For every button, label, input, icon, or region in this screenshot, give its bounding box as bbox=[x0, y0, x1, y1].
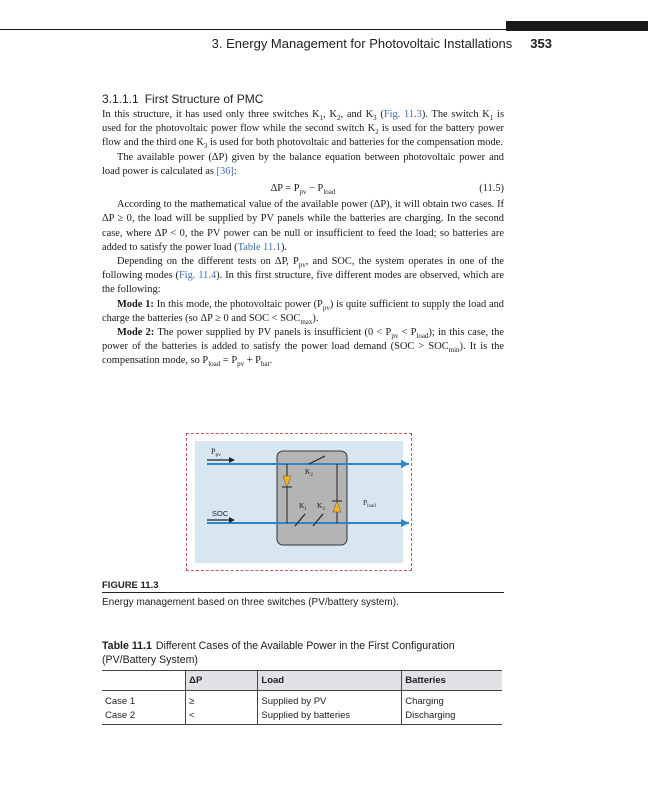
table-caption bbox=[102, 639, 504, 667]
citation-link[interactable]: [36] bbox=[216, 165, 234, 177]
figure-reference-link-2[interactable]: Fig. 11.4 bbox=[178, 270, 217, 282]
header-cell-load: Load bbox=[258, 671, 402, 691]
table-cell: Case 2 bbox=[102, 708, 186, 725]
header-cell-delta-p: ΔP bbox=[186, 671, 258, 691]
switch-diagram bbox=[187, 434, 411, 570]
header-cell-batteries: Batteries bbox=[402, 671, 502, 691]
section-title: First Structure of PMC bbox=[144, 92, 264, 106]
battery-line-arrowhead bbox=[401, 519, 409, 527]
paragraph-3: According to the mathematical value of the available power (ΔP), it will obtain two cases. If ΔP ≥ 0, the load will be supplied by PV panels while the batteries are charging. In the second case, where ΔP < 0, the PV power can be null or insufficient to feed the load; so batteries are added to satisfy the power load (Table 11.1). bbox=[102, 199, 504, 253]
paragraph-1: In this structure, it has used only three switches $K_1$, $K_2$, and $K_3$ (Fig. 11.3). The switch $K_1$ is used for the photovoltaic power flow while the second switch $K_2$ is used for the battery power flow and the third one $K_3$ is used for both photovoltaic and batteries for the compensation mode. bbox=[102, 109, 504, 151]
paragraph-2: The available power (ΔP) given by the balance equation between photovoltaic power and load power is calculated as [36]: bbox=[102, 151, 504, 177]
k3-label: $K_3$ bbox=[317, 501, 325, 512]
section-heading bbox=[102, 92, 263, 106]
table-row bbox=[102, 708, 502, 725]
mode-2-label: Mode 2: bbox=[117, 327, 155, 339]
cases-table bbox=[102, 670, 502, 725]
table-cell: Discharging bbox=[402, 708, 502, 725]
k1-label: $K_1$ bbox=[299, 501, 307, 512]
soc-label: SOC bbox=[212, 509, 229, 518]
chapter-title: 3. Energy Management for Photovoltaic Installations bbox=[211, 36, 513, 51]
header-cell-empty bbox=[102, 671, 186, 691]
table-header-row bbox=[102, 671, 502, 691]
mode-2-paragraph: Mode 2: The power supplied by PV panels is insufficient $(0 < P_{pv} < P_{load})$; in this case, the power of the batteries is added to satisfy the power load demand $(SOC > SOC_{min})$. It is the compensation mode, so $P_{load} = P_{pv} + P_{bat}$. bbox=[102, 327, 504, 369]
body-text bbox=[102, 108, 504, 369]
pv-line-arrowhead bbox=[401, 460, 409, 468]
figure-label: FIGURE 11.3 bbox=[102, 580, 159, 591]
table-cell: ≥ bbox=[186, 691, 258, 709]
figure-reference-link[interactable]: Fig. 11.3 bbox=[383, 109, 422, 120]
table-title: Different Cases of the Available Power in the First Configuration (PV/Battery System) bbox=[102, 640, 455, 666]
equation: $\Delta P = P_{pv} - P_{load}$ (11.5) bbox=[270, 183, 504, 197]
equation-number: (11.5) bbox=[479, 183, 504, 195]
header-rule bbox=[0, 29, 648, 30]
table-row bbox=[102, 691, 502, 709]
figure-caption: Energy management based on three switches (PV/battery system). bbox=[102, 597, 399, 608]
k2-label: $K_2$ bbox=[305, 467, 313, 478]
table-cell: Supplied by PV bbox=[258, 691, 402, 709]
mode-1-paragraph: Mode 1: In this mode, the photovoltaic power $(P_{pv})$ is quite sufficient to supply the load and charge the batteries (so ΔP ≥ 0 and SOC < $SOC_{max}$). bbox=[102, 298, 504, 326]
table-cell: Charging bbox=[402, 691, 502, 709]
table-cell: < bbox=[186, 708, 258, 725]
mode-1-label: Mode 1: bbox=[117, 298, 154, 310]
ppv-label: $P_{pv}$ bbox=[211, 447, 221, 458]
table-reference-link[interactable]: Table 11.1 bbox=[237, 241, 281, 253]
table-label: Table 11.1 bbox=[102, 640, 152, 652]
paragraph-4: Depending on the different tests on ΔP, $P_{pv}$, and SOC, the system operates in one of the following modes (Fig. 11.4). In this first structure, five different modes are observed, which are the following: bbox=[102, 256, 504, 296]
running-header bbox=[212, 36, 552, 51]
figure-caption-rule bbox=[102, 592, 504, 593]
section-number: 3.1.1.1 bbox=[102, 92, 139, 106]
figure-11-3-diagram bbox=[186, 433, 412, 571]
page-number: 353 bbox=[530, 36, 552, 51]
pload-label: $P_{load}$ bbox=[363, 498, 376, 509]
table-cell: Case 1 bbox=[105, 695, 136, 707]
table-cell: Supplied by batteries bbox=[258, 708, 402, 725]
